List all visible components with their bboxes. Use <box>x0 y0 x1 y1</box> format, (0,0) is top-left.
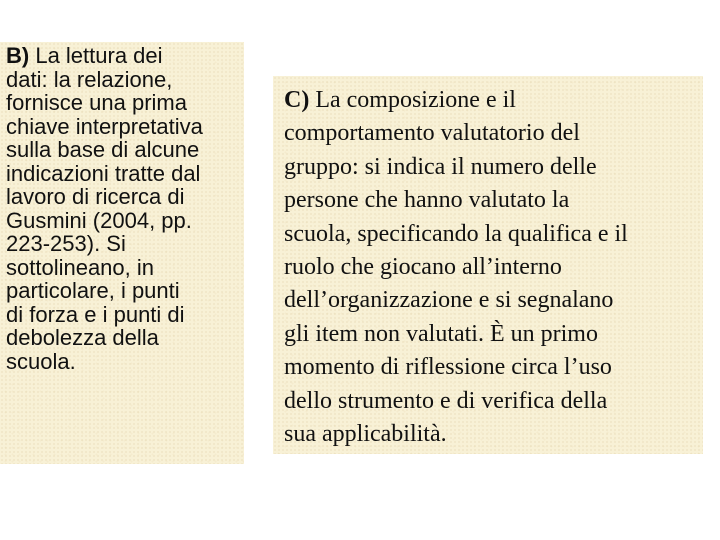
panel-b-line-2: dati: la relazione, <box>6 66 173 92</box>
panel-b-line-12: di forza e i punti di <box>6 301 185 327</box>
panel-c-line-3: gruppo: si indica il numero delle <box>284 153 597 180</box>
panel-b-line-9: 223-253). Si <box>6 231 126 256</box>
panel-b-label: B) <box>6 43 30 68</box>
panel-b-line-1 <box>6 44 240 68</box>
panel-b-line-7: lavoro di ricerca di <box>6 184 185 209</box>
panel-b-line-4: chiave interpretativa <box>6 113 203 139</box>
panel-c-line-5: scuola, specificando la qualifica e il <box>284 220 628 247</box>
panel-c-line-6: ruolo che giocano all’interno <box>284 254 562 281</box>
panel-b-line-6: indicazioni tratte dal <box>6 160 201 186</box>
panel-c-label: C) <box>284 87 310 113</box>
panel-c-line-4: persone che hanno valutato la <box>284 187 570 214</box>
panel-c-line-7: dell’organizzazione e si segnalano <box>284 287 614 314</box>
text-panel-c <box>273 76 703 454</box>
text-panel-b <box>0 42 244 464</box>
panel-c-line-1 <box>284 84 695 117</box>
panel-c-line-10: dello strumento e di verifica della <box>284 387 608 414</box>
panel-b-line-8: Gusmini (2004, pp. <box>6 207 192 233</box>
panel-b-line-13: debolezza della <box>6 325 159 350</box>
panel-b-line-text: La lettura dei <box>29 43 163 68</box>
panel-b-line-5: sulla base di alcune <box>6 137 200 162</box>
panel-c-line-2: comportamento valutatorio del <box>284 120 580 147</box>
panel-b-line-10: sottolineano, in <box>6 254 154 280</box>
panel-c-line-11: sua applicabilità. <box>284 421 447 448</box>
panel-c-line-9: momento di riflessione circa l’uso <box>284 354 612 381</box>
panel-b-line-14: scuola. <box>6 348 76 374</box>
panel-c-line-text: La composizione e il <box>309 87 516 113</box>
panel-b-line-11: particolare, i punti <box>6 278 180 303</box>
panel-c-line-8: gli item non valutati. È un primo <box>284 320 598 347</box>
panel-b-line-3: fornisce una prima <box>6 90 187 115</box>
